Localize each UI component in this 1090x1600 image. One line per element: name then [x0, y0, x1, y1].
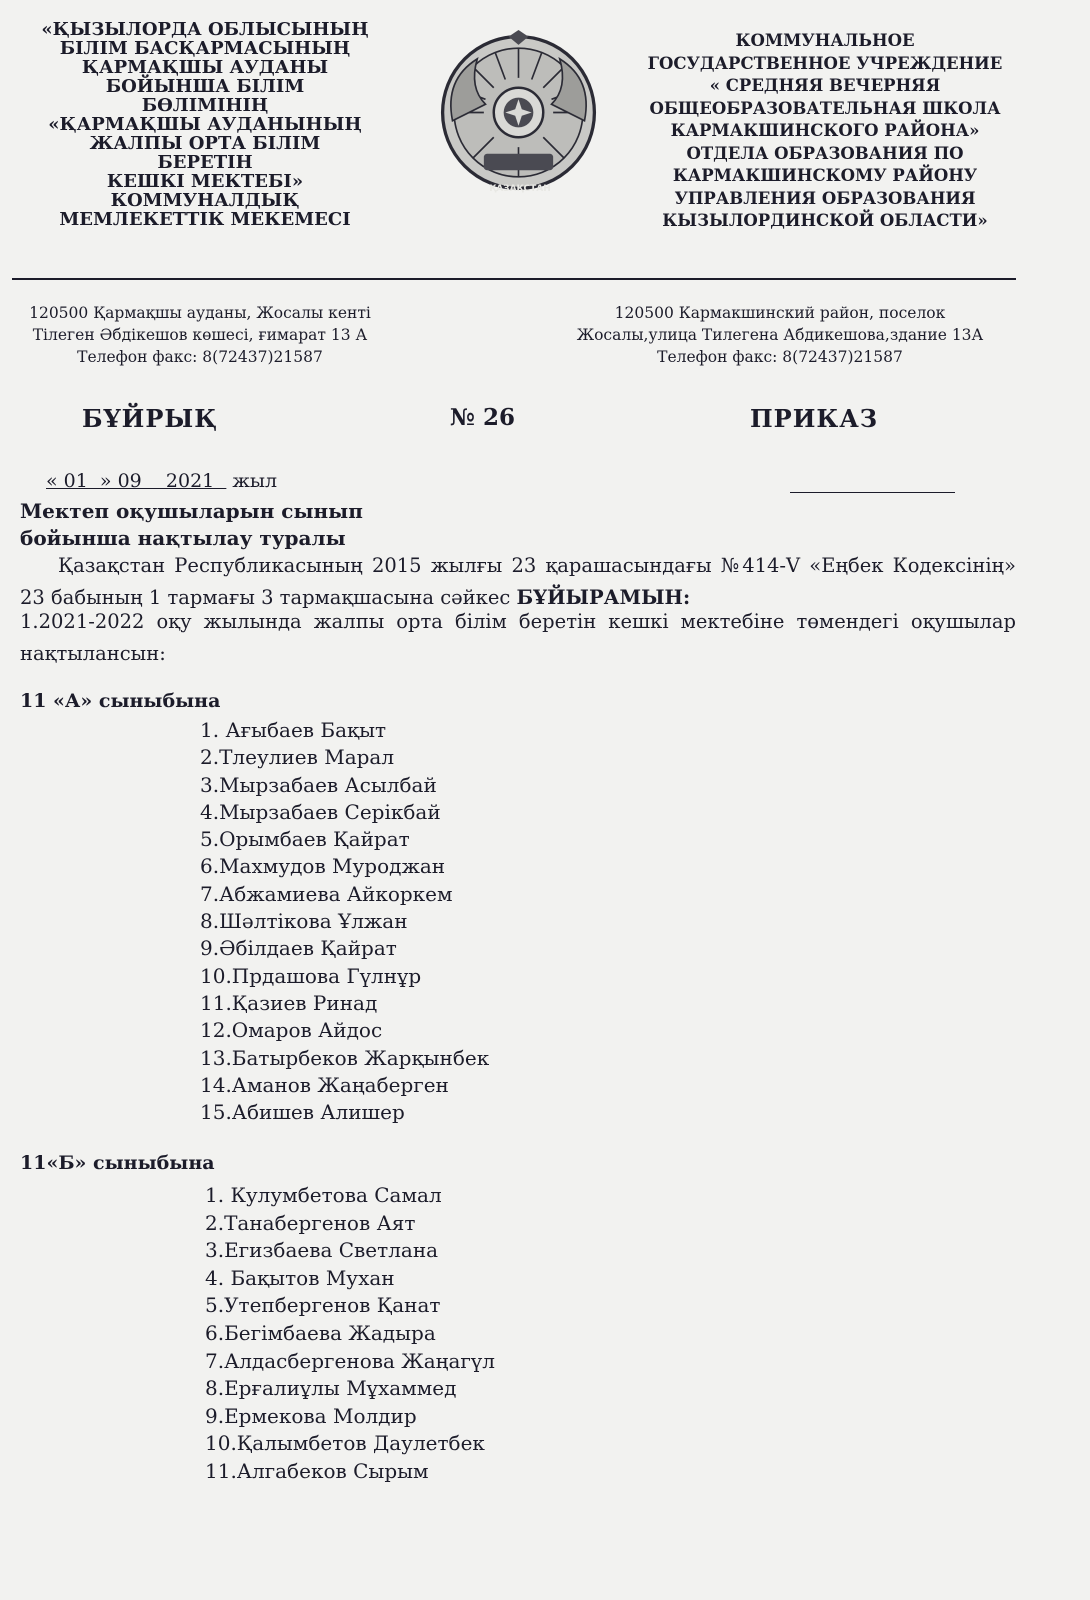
header-left-line: БОЙЫНША БІЛІМ БӨЛІМІНІҢ	[105, 76, 305, 116]
student-item: 7.Алдасбергенова Жаңагүл	[205, 1348, 495, 1373]
student-item: 4.Мырзабаев Серікбай	[200, 799, 441, 824]
header-left-line: БІЛІМ БАСҚАРМАСЫНЫҢ	[59, 38, 351, 59]
class-a-heading: 11 «А» сыныбына	[20, 690, 221, 712]
student-item: 5.Орымбаев Қайрат	[200, 827, 410, 852]
student-item: 8.Ерғалиұлы Мұхаммед	[205, 1376, 457, 1401]
header-right-line: ОТДЕЛА ОБРАЗОВАНИЯ ПО	[686, 143, 964, 163]
header-left-line: ҚАРМАҚШЫ АУДАНЫ	[81, 57, 329, 78]
header-left-line: «ҚАРМАҚШЫ АУДАНЫНЫҢ	[48, 114, 362, 135]
date-value: « 01 » 09 2021	[46, 470, 227, 492]
header-right-line: КЫЗЫЛОРДИНСКОЙ ОБЛАСТИ»	[662, 211, 988, 230]
address-line: Телефон факс: 8(72437)21587	[77, 348, 323, 366]
order-date	[46, 470, 277, 492]
student-item: 4. Бақытов Мухан	[205, 1265, 395, 1290]
student-item: 6.Махмудов Муроджан	[200, 854, 446, 879]
address-line: 120500 Кармакшинский район, поселок	[614, 304, 946, 322]
address-russian	[560, 302, 1000, 368]
header-right-line: УПРАВЛЕНИЯ ОБРАЗОВАНИЯ	[674, 188, 976, 208]
emblem-ribbon-text: ҚАЗАҚСТАН	[489, 184, 551, 194]
student-item: 1. Кулумбетова Самал	[205, 1183, 442, 1207]
order-number: № 26	[450, 404, 516, 431]
header-right-line: ГОСУДАРСТВЕННОЕ УЧРЕЖДЕНИЕ	[647, 53, 1003, 73]
student-item: 14.Аманов Жаңаберген	[200, 1072, 449, 1097]
order-title-russian: ПРИКАЗ	[750, 404, 879, 433]
class-b-student-list	[205, 1182, 495, 1486]
header-right-line: « СРЕДНЯЯ ВЕЧЕРНЯЯ	[709, 76, 941, 95]
student-item: 10.Прдашова Гүлнұр	[200, 963, 422, 988]
address-line: Телефон факс: 8(72437)21587	[657, 348, 903, 366]
date-suffix: жыл	[232, 470, 278, 492]
student-item: 3.Егизбаева Светлана	[205, 1238, 439, 1263]
header-left-line: КЕШКІ МЕКТЕБІ»	[106, 171, 304, 192]
header-kazakh-organization	[40, 20, 370, 229]
header-left-line: МЕМЛЕКЕТТІК МЕКЕМЕСІ	[59, 209, 351, 230]
header-divider	[12, 278, 1016, 280]
state-emblem-icon	[436, 30, 601, 195]
order-verb: БҰЙЫРАМЫН:	[516, 586, 691, 609]
order-subject	[20, 498, 363, 552]
class-a-student-list	[200, 717, 489, 1126]
student-item: 5.Утепбергенов Қанат	[205, 1293, 441, 1318]
signature-line	[790, 492, 955, 493]
address-line: Тілеген Әбдікешов көшесі, ғимарат 13 А	[32, 326, 368, 344]
student-item: 3.Мырзабаев Асылбай	[200, 772, 437, 797]
student-item: 6.Бегімбаева Жадыра	[205, 1320, 436, 1345]
header-right-line: ОБЩЕОБРАЗОВАТЕЛЬНАЯ ШКОЛА	[649, 98, 1001, 118]
address-kazakh	[10, 302, 390, 368]
header-russian-organization	[640, 30, 1010, 233]
student-item: 2.Танабергенов Аят	[205, 1210, 416, 1235]
order-clause-1: 1.2021-2022 оқу жылында жалпы орта білім беретін кешкі мектебіне төмендегі оқушылар нақтылансын:	[20, 610, 1016, 665]
order-preamble	[20, 550, 1016, 614]
student-item: 8.Шәлтікова Ұлжан	[200, 909, 408, 934]
student-item: 9.Ермекова Молдир	[205, 1403, 417, 1428]
student-item: 12.Омаров Айдос	[200, 1018, 383, 1043]
header-right-line: КАРМАКШИНСКОМУ РАЙОНУ	[672, 166, 978, 185]
student-item: 9.Әбілдаев Қайрат	[200, 936, 397, 961]
subject-line: Мектеп оқушыларын сынып	[20, 499, 363, 523]
header-right-line: КАРМАКШИНСКОГО РАЙОНА»	[670, 121, 980, 140]
student-item: 2.Тлеулиев Марал	[200, 745, 395, 770]
student-item: 11.Қазиев Ринад	[200, 990, 378, 1015]
address-line: Жосалы,улица Тилегена Абдикешова,здание 13А	[576, 326, 984, 344]
student-item: 11.Алгабеков Сырым	[205, 1458, 429, 1483]
address-line: 120500 Қармақшы ауданы, Жосалы кенті	[29, 304, 371, 322]
student-item: 10.Қалымбетов Даулетбек	[205, 1431, 485, 1456]
subject-line: бойынша нақтылау туралы	[20, 526, 346, 550]
student-item: 13.Батырбеков Жарқынбек	[200, 1045, 490, 1070]
class-b-heading: 11«Б» сыныбына	[20, 1152, 215, 1174]
student-item: 7.Абжамиева Айкоркем	[200, 881, 453, 906]
student-item: 15.Абишев Алишер	[200, 1100, 405, 1125]
header-right-line: КОММУНАЛЬНОЕ	[735, 31, 915, 50]
preamble-text: Қазақстан Республикасының 2015 жылғы 23 қарашасындағы №414-V «Еңбек Кодексінің» 23 бабының 1 тармағы 3 тармақшасына сәйкес	[20, 554, 1016, 609]
student-item: 1. Ағыбаев Бақыт	[200, 718, 387, 742]
header-left-line: КОММУНАЛДЫҚ	[110, 190, 300, 211]
order-title-kazakh: БҰЙРЫҚ	[82, 404, 218, 433]
header-left-line: «ҚЫЗЫЛОРДА ОБЛЫСЫНЫҢ	[41, 19, 369, 40]
header-left-line: ЖАЛПЫ ОРТА БІЛІМ БЕРЕТІН	[89, 133, 321, 173]
